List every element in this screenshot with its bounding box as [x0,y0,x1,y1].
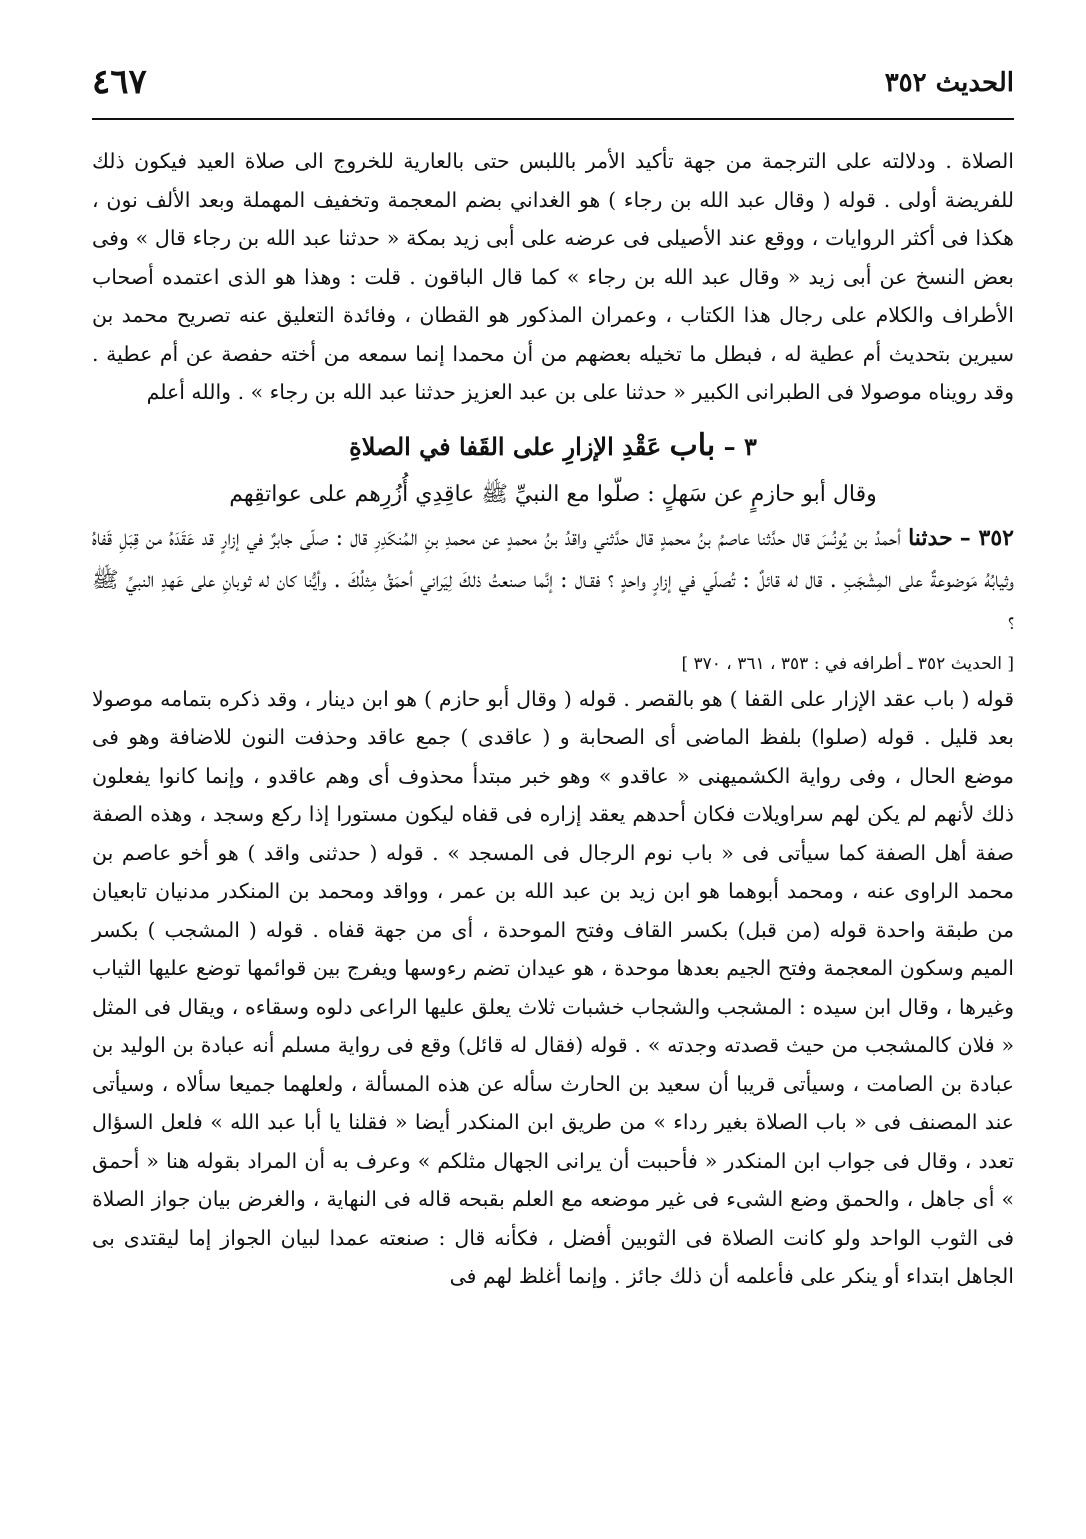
hadith-number: ٣٥٢ – [959,524,1014,551]
hadith-text-block [92,517,1014,644]
hadith-cross-reference: [ الحديث ٣٥٢ ـ أطرافه في : ٣٥٣ ، ٣٦١ ، ٣٧٠ ] [681,653,1014,674]
running-head: الحديث ٣٥٢ [884,68,1014,98]
page-header [92,60,1014,120]
commentary-paragraph: قوله ( باب عقد الإزار على القفا ) هو بالقصر . قوله ( وقال أبو حازم ) هو ابن دينار ، وقد ذكره بتمامه موصولا بعد قليل . قوله (صلوا) بلفظ الماضى أى الصحابة و ( عاقدى ) جمع عاقد وحذفت النون للاضافة وهو فى موضع الحال ، وفى رواية الكشميهنى « عاقدو » وهو خبر مبتدأ محذوف أى وهم عاقدو ، وإنما كانوا يفعلون ذلك لأنهم لم يكن لهم سراويلات فكان أحدهم يعقد إزاره فى قفاه ليكون مستورا إذا ركع وسجد ، وهذه الصفة صفة أهل الصفة كما سيأتى فى « باب نوم الرجال فى المسجد » . قوله ( حدثنى واقد ) هو أخو عاصم بن محمد الراوى عنه ، ومحمد أبوهما هو ابن زيد بن عبد الله بن عمر ، وواقد ومحمد بن المنكدر مدنيان تابعيان من طبقة واحدة قوله (من قبل) بكسر القاف وفتح الموحدة ، أى من جهة قفاه . قوله ( المشجب ) بكسر الميم وسكون المعجمة وفتح الجيم بعدها موحدة ، هو عيدان تضم رءوسها ويفرج بين قوائمها توضع عليها الثياب وغيرها ، وقال ابن سيده : المشجب والشجاب خشبات ثلاث يعلق عليها الراعى دلوه وسقاءه ، ويقال فى المثل « فلان كالمشجب من حيث قصدته وجدته » . قوله (فقال له قائل) وقع فى رواية مسلم أنه عبادة بن الوليد بن عبادة بن الصامت ، وسيأتى قريبا أن سعيد بن الحارث سأله عن هذه المسألة ، ولعلهما جميعا سألاه ، وسيأتى عند المصنف فى « باب الصلاة بغير رداء » من طريق ابن المنكدر أيضا « فقلنا يا أبا عبد الله » فلعل السؤال تعدد ، وقال فى جواب ابن المنكدر « فأحببت أن يرانى الجهال مثلكم » وعرف به أن المراد بقوله هنا « أحمق » أى جاهل ، والحمق وضع الشىء فى غير موضعه مع العلم بقبحه قاله فى النهاية ، والغرض بيان جواز الصلاة فى الثوب الواحد ولو كانت الصلاة فى الثوبين أفضل ، فكأنه قال : صنعته عمدا لبيان الجواز إما ليقتدى بى الجاهل ابتداء أو ينكر على فأعلمه أن ذلك جائز . وإنما أغلظ لهم فى [92,686,1014,1288]
chapter-bab-word: باب [669,427,716,463]
page-number: ٤٦٧ [92,62,147,102]
hadith-text: أحمدُ بن يُونُسَ قال حدَّثنا عاصمُ بنُ محمدٍ قال حدَّثني واقدُ بنُ محمدٍ عن محمدِ بنِ المُنكَدِرِ قال : صلّى جابرٌ في إزارٍ قد عَقَدَهُ من قِبَلِ قَفاهُ وثيابُهُ مَوضوعةٌ على المِشْجَبِ . قال له قائلٌ : تُصلّي في إزارٍ واحدٍ ؟ فقـال : إنَّما صنعتُ ذلكَ لِيَراني أحمَقُ مِثلُكَ . وأيُّنا كان له ثوبانِ على عَهدِ النبيِّ ﷺ ؟ [92,525,1014,635]
book-page [92,60,1014,1296]
intro-paragraph: الصلاة . ودلالته على الترجمة من جهة تأكيد الأمر باللبس حتى بالعارية للخروج الى صلاة العيد فيكون ذلك للفريضة أولى . قوله ( وقال عبد الله بن رجاء ) هو الغداني بضم المعجمة وتخفيف المهملة وبعد الألف نون ، هكذا فى أكثر الروايات ، ووقع عند الأصيلى فى عرضه على أبى زيد بمكة « حدثنا عبد الله بن رجاء قال » وفى بعض النسخ عن أبى زيد « وقال عبد الله بن رجاء » كما قال الباقون . قلت : وهذا هو الذى اعتمده أصحاب الأطراف والكلام على رجال هذا الكتاب ، وعمران المذكور هو القطان ، وفائدة التعليق عنه تصريح محمد بن سيرين بتحديث أم عطية له ، فبطل ما تخيله بعضهم من أن محمدا إنما سمعه من أخته حفصة عن أم عطية . وقد رويناه موصولا فى الطبرانى الكبير « حدثنا على بن عبد العزيز حدثنا عبد الله بن رجاء » . والله أعلم [92,149,1014,404]
chapter-heading [92,420,1014,473]
chapter-title: عَقْدِ الإزارِ على القَفا في الصلاةِ [349,431,662,461]
chapter-narration: وقال أبو حازمٍ عن سَهلٍ : صلّوا مع النبيِّ ﷺ عاقِدِي أُزُرِهم على عواتقِهم [229,481,877,507]
chapter-number: ٣ – [723,431,757,461]
hadith-haddatha: حدثنا [908,524,953,551]
